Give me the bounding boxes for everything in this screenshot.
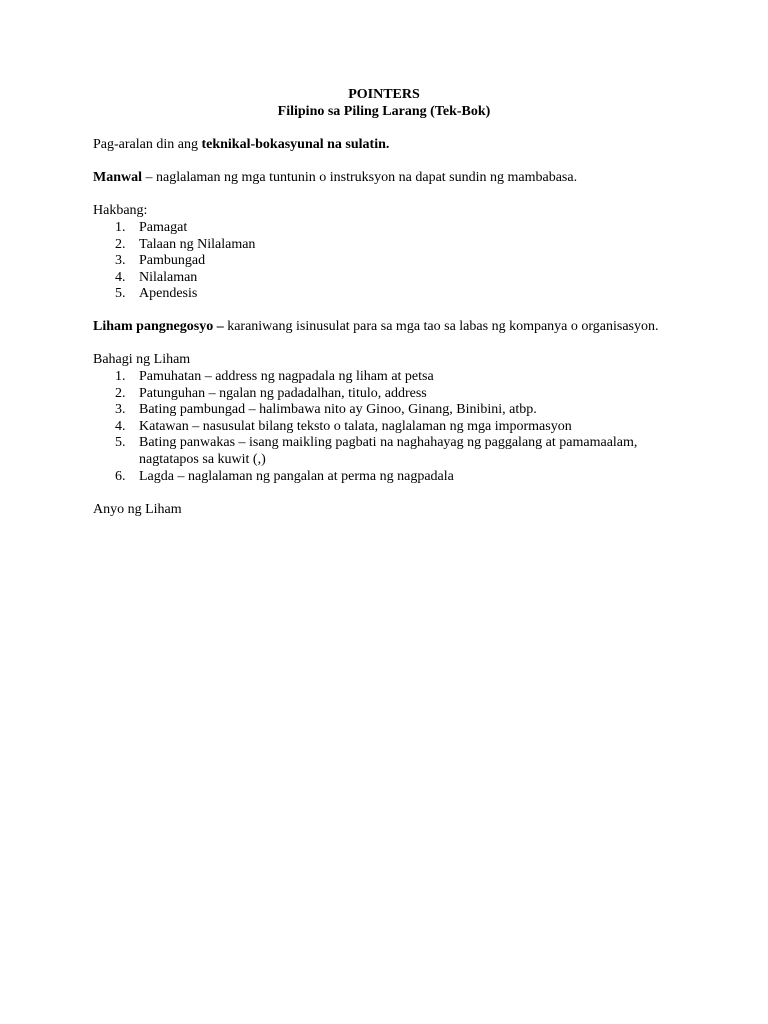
list-item-text: Pamagat [139, 220, 188, 235]
list-item [93, 270, 699, 287]
list-item [93, 286, 699, 303]
intro-prefix: Pag-aralan din ang [93, 137, 202, 152]
list-item-text: Lagda – naglalaman ng pangalan at perma ng nagpadala [139, 468, 454, 484]
hakbang-heading: Hakbang: [93, 203, 148, 218]
list-item-number: 2. [115, 236, 126, 252]
list-item-number: 4. [115, 418, 126, 434]
list-item-text: Bating panwakas – isang maikling pagbati na naghahayag ng paggalang at pamamaalam, nagtatapos sa kuwit (,) [139, 435, 638, 467]
list-item-text: Katawan – nasusulat bilang teksto o talata, naglalaman ng mga impormasyon [139, 418, 572, 434]
list-item [93, 369, 699, 386]
list-item-text: Pamuhatan – address ng nagpadala ng liham at petsa [139, 369, 434, 384]
list-item-text: Apendesis [139, 286, 198, 302]
list-item [93, 386, 699, 403]
liham-definition [93, 319, 659, 335]
manwal-term: Manwal [93, 170, 142, 185]
intro-paragraph [93, 137, 389, 153]
list-item-number: 3. [115, 402, 126, 418]
document-subtitle: Filipino sa Piling Larang (Tek-Bok) [277, 104, 491, 119]
list-item-text: Nilalaman [139, 269, 198, 285]
list-item-text: Bating pambungad – halimbawa nito ay Ginoo, Ginang, Binibini, atbp. [139, 402, 537, 418]
list-item-number: 3. [115, 253, 126, 269]
liham-text: karaniwang isinusulat para sa mga tao sa labas ng kompanya o organisasyon. [223, 319, 659, 334]
liham-term: Liham pangnegosyo – [93, 319, 224, 334]
list-item-text: Talaan ng Nilalaman [139, 236, 256, 252]
anyo-heading: Anyo ng Liham [93, 502, 182, 517]
manwal-definition [93, 170, 577, 186]
list-item-number: 4. [115, 269, 126, 285]
list-item-number: 5. [115, 286, 126, 302]
list-item [93, 237, 699, 254]
document-title: POINTERS [348, 87, 420, 102]
list-item-text: Pambungad [139, 253, 206, 269]
intro-emphasis: teknikal-bokasyunal na sulatin. [201, 137, 390, 152]
list-item-text: Patunguhan – ngalan ng padadalhan, titulo, address [139, 385, 427, 401]
list-item-number: 5. [115, 435, 126, 451]
list-item [93, 253, 699, 270]
manwal-text: – naglalaman ng mga tuntunin o instruksyon na dapat sundin ng mambabasa. [142, 170, 578, 185]
list-item-number: 6. [115, 468, 126, 484]
list-item-number: 1. [115, 369, 126, 384]
bahagi-list [93, 369, 699, 485]
hakbang-list [93, 220, 699, 303]
list-item [93, 220, 699, 237]
list-item-number: 2. [115, 385, 126, 401]
bahagi-heading: Bahagi ng Liham [93, 352, 191, 367]
list-item [93, 419, 699, 436]
list-item [93, 435, 699, 468]
list-item [93, 469, 699, 486]
list-item-number: 1. [115, 220, 126, 235]
list-item [93, 402, 699, 419]
